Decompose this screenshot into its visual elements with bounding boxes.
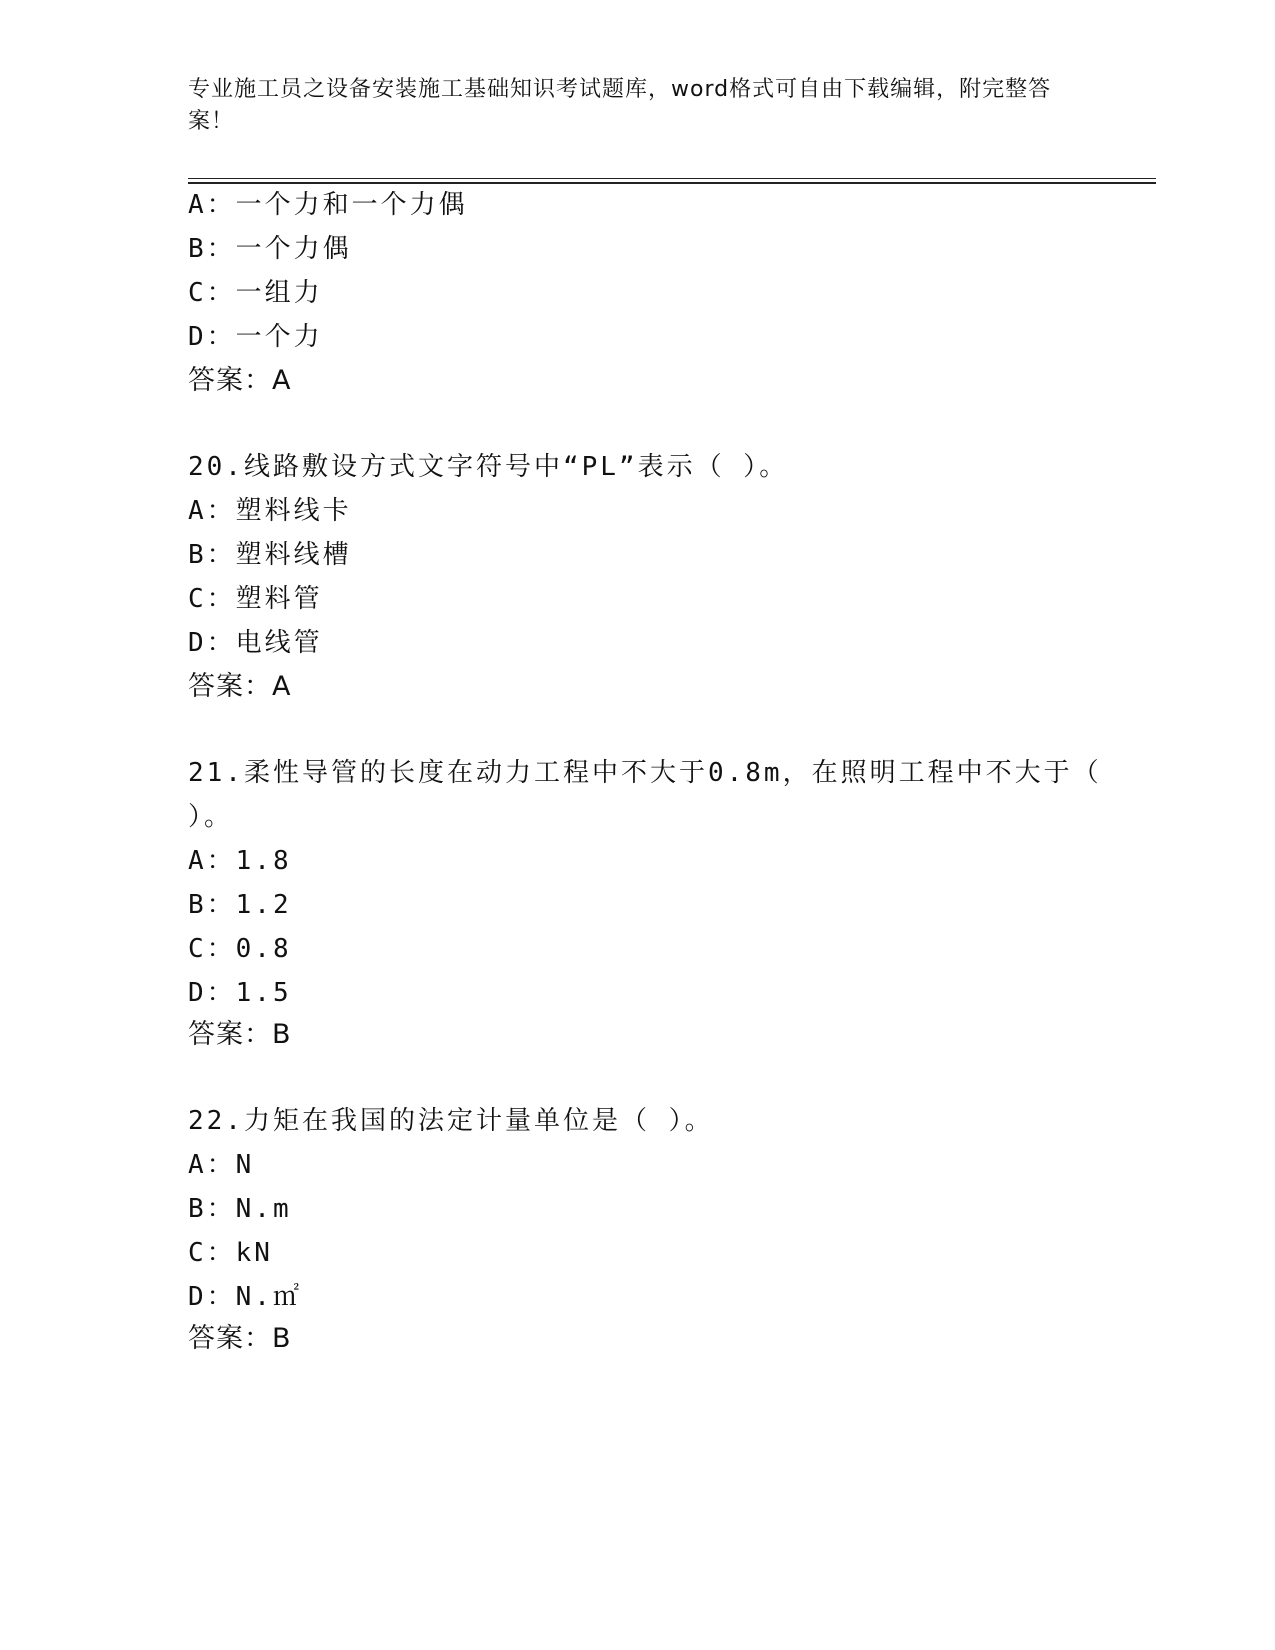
q20-option-c: C：塑料管 — [188, 584, 323, 614]
q21-answer: 答案：B — [188, 1019, 292, 1050]
q22-option-b: B：N.m — [188, 1194, 292, 1224]
q20-question: 20.线路敷设方式文字符号中“PL”表示（ ）。 — [188, 452, 789, 482]
q20-option-a: A：塑料线卡 — [188, 496, 352, 526]
q21-option-d: D：1.5 — [188, 978, 292, 1008]
q19-answer: 答案：A — [188, 365, 292, 396]
q19-option-b: B：一个力偶 — [188, 234, 352, 264]
q20-option-d: D：电线管 — [188, 628, 323, 658]
q22-question: 22.力矩在我国的法定计量单位是（ ）。 — [188, 1106, 714, 1136]
header-divider-thick — [188, 182, 1156, 184]
q20-answer: 答案：A — [188, 671, 292, 702]
document-header: 专业施工员之设备安装施工基础知识考试题库，word格式可自由下载编辑，附完整答案！ — [188, 77, 1052, 134]
q21-option-a: A：1.8 — [188, 846, 292, 876]
header-divider-thin — [188, 178, 1156, 179]
q22-option-c: C：kN — [188, 1238, 273, 1268]
q22-answer: 答案：B — [188, 1323, 292, 1354]
q22-option-a: A：N — [188, 1150, 255, 1180]
q21-question-line1: 21.柔性导管的长度在动力工程中不大于0.8m，在照明工程中不大于（ — [188, 758, 1102, 788]
q19-option-a: A：一个力和一个力偶 — [188, 190, 468, 220]
q19-option-c: C：一组力 — [188, 278, 323, 308]
q21-question-line2: ）。 — [188, 802, 234, 832]
q19-option-d: D：一个力 — [188, 322, 323, 352]
q21-option-b: B：1.2 — [188, 890, 292, 920]
q21-option-c: C：0.8 — [188, 934, 292, 964]
q22-option-d: D：N.㎡ — [188, 1282, 302, 1312]
q20-option-b: B：塑料线槽 — [188, 540, 352, 570]
